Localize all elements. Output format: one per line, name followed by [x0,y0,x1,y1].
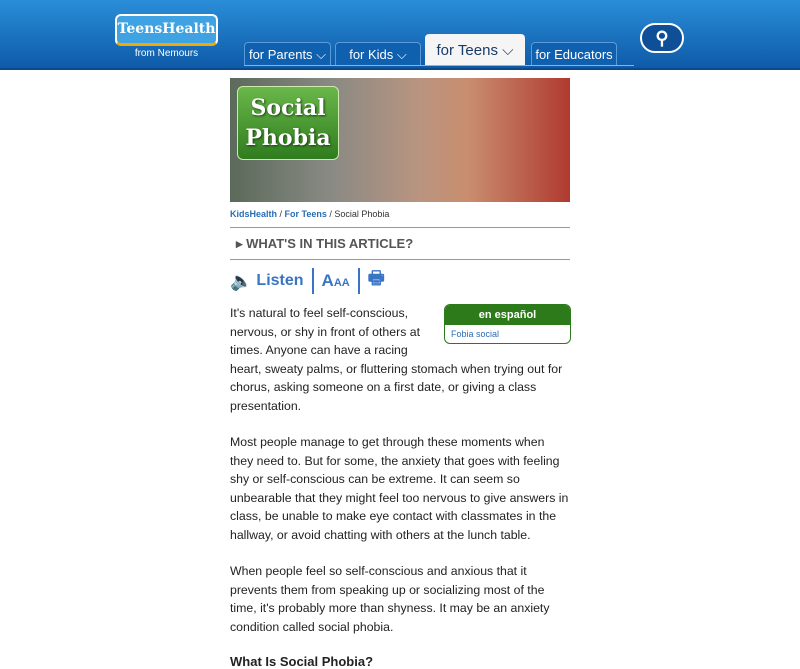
hero-title-line1: Social [250,95,326,121]
paragraph-3: When people feel so self-conscious and anxious that it prevents them from speaking up or socializing most of the time, it's probably more than shyness. It may be an anxiety condition called social phobia. [230,564,550,634]
spanish-header: en español [445,305,570,325]
search-icon: ⚲ [655,28,669,48]
tab-for-kids[interactable]: for Kids ⌵ [335,42,421,66]
hero-title [237,86,339,160]
text-size-small: AA [333,277,350,289]
text-size-button[interactable] [322,271,350,291]
divider [230,259,570,260]
breadcrumb [230,209,389,219]
spanish-link[interactable]: Fobia social [451,329,500,339]
paragraph-2: Most people manage to get through these moments when they need to. But for some, the anxiety that goes with feeling shy or self-conscious can be extreme. It can seem so unbearable that they might feel too nervous to give answers in class, be unable to make eye contact with classmates in the hallway, or avoid chatting with others at the lunch table. [230,435,569,542]
logo-subtitle: from Nemours [134,48,199,59]
hero-title-line2: Phobia [245,125,331,151]
breadcrumb-sep: / [326,209,335,219]
search-button[interactable] [640,23,684,53]
article-tools [230,268,385,294]
tab-underline [244,65,634,66]
teenshealth-logo[interactable]: TeensHealth [115,14,218,46]
text-size-large: A [321,271,334,290]
speaker-icon: 🔈 [230,270,253,291]
site-header [0,0,800,70]
breadcrumb-for-teens[interactable]: For Teens [284,209,327,219]
tab-for-parents[interactable]: for Parents ⌵ [244,42,331,66]
print-icon: 🖶 [367,268,385,288]
breadcrumb-kidshealth[interactable]: KidsHealth [230,209,278,219]
tab-for-teens[interactable]: for Teens ⌵ [425,34,525,66]
tool-separator [358,268,360,294]
hero-image [230,78,570,202]
spanish-box [444,304,571,344]
print-button[interactable] [368,266,385,296]
breadcrumb-sep: / [277,209,285,219]
tool-separator [312,268,314,294]
section-heading: What Is Social Phobia? [230,654,374,669]
article-body [230,304,570,669]
breadcrumb-current: Social Phobia [334,209,390,219]
listen-button[interactable] [230,271,304,292]
paragraph-1: It's natural to feel self-conscious, nervous, or shy in front of others at times. Anyone can have a racing heart, sweaty palms, or fluttering stomach when trying out for chorus, asking someone on a first date, or giving a class presentation. [230,306,563,413]
whats-in-article-toggle[interactable]: ▸ WHAT'S IN THIS ARTICLE? [236,236,414,251]
divider [230,227,570,228]
tab-for-educators[interactable]: for Educators [531,42,617,66]
listen-label: Listen [256,272,304,289]
